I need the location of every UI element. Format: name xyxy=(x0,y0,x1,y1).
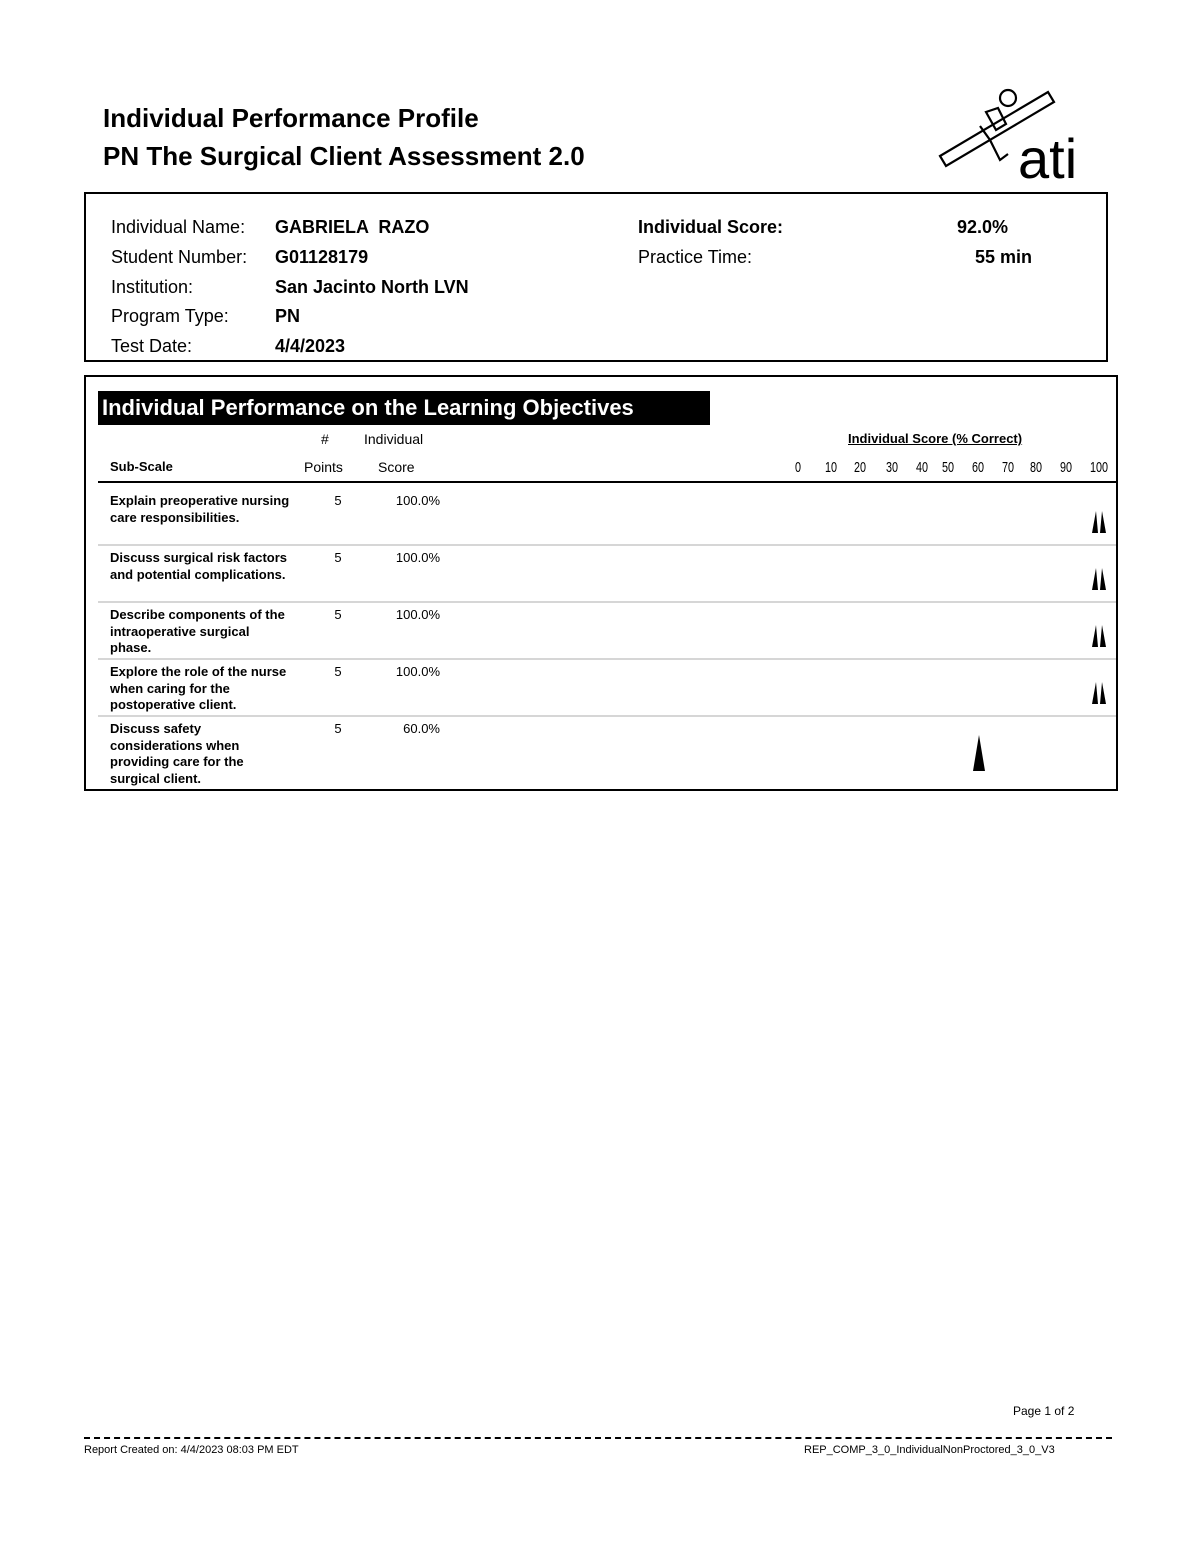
program-type-value: PN xyxy=(275,306,301,326)
scale-tick: 0 xyxy=(794,459,802,476)
objective-points: 5 xyxy=(334,607,342,622)
test-date-label: Test Date: xyxy=(111,336,193,356)
points-header: Points xyxy=(304,459,343,475)
scale-tick: 60 xyxy=(971,459,985,476)
scale-tick: 30 xyxy=(885,459,899,476)
practice-time-label: Practice Time: xyxy=(638,247,753,267)
objective-points: 5 xyxy=(334,550,342,565)
report-created: Report Created on: 4/4/2023 08:03 PM EDT xyxy=(84,1444,299,1456)
name-label: Individual Name: xyxy=(111,217,246,237)
institution-value: San Jacinto North LVN xyxy=(275,277,469,297)
objective-points: 5 xyxy=(334,493,342,508)
objective-label: Discuss safety considerations when providing care for the surgical client. xyxy=(110,721,244,786)
individual-score-value: 92.0% xyxy=(957,217,1009,237)
objective-score: 100.0% xyxy=(395,607,440,622)
page-number: Page 1 of 2 xyxy=(1013,1404,1075,1418)
practice-time-value: 55 min xyxy=(975,247,1033,267)
student-info-box xyxy=(84,192,1108,362)
objective-row xyxy=(98,717,1116,789)
objective-points: 5 xyxy=(334,721,342,736)
scale-tick: 100 xyxy=(1089,459,1109,476)
scale-tick: 50 xyxy=(941,459,955,476)
scale-title: Individual Score (% Correct) xyxy=(848,431,1023,446)
program-type-label: Program Type: xyxy=(111,306,229,326)
points-header-symbol: # xyxy=(321,431,329,447)
scale-tick: 90 xyxy=(1059,459,1073,476)
assessment-title: PN The Surgical Client Assessment 2.0 xyxy=(103,141,585,171)
objective-score: 100.0% xyxy=(395,493,440,508)
objective-label: Describe components of the intraoperative surgical phase. xyxy=(110,607,285,655)
objective-row xyxy=(98,603,1116,660)
score-marker xyxy=(1089,623,1109,649)
objective-label: Discuss surgical risk factors and potential complications. xyxy=(110,550,288,582)
institution-label: Institution: xyxy=(111,277,194,297)
objective-score: 60.0% xyxy=(403,721,440,736)
score-marker xyxy=(1089,680,1109,706)
objective-row xyxy=(98,489,1116,546)
objective-score: 100.0% xyxy=(395,550,440,565)
individual-score-label: Individual Score: xyxy=(638,217,784,237)
report-title: Individual Performance Profile xyxy=(103,103,479,133)
score-marker xyxy=(1089,566,1109,592)
ati-logo xyxy=(936,86,1106,186)
footer-divider xyxy=(84,1437,1112,1439)
name-value: GABRIELA RAZO xyxy=(275,217,430,237)
objective-row xyxy=(98,660,1116,717)
objective-row xyxy=(98,546,1116,603)
scale-tick: 20 xyxy=(853,459,867,476)
objective-score: 100.0% xyxy=(395,664,440,679)
student-number-label: Student Number: xyxy=(111,247,248,267)
score-header: Score xyxy=(378,459,415,475)
report-id: REP_COMP_3_0_IndividualNonProctored_3_0_V3 xyxy=(804,1444,1055,1456)
score-header-top: Individual xyxy=(364,431,424,447)
scale-tick: 80 xyxy=(1029,459,1043,476)
score-marker xyxy=(969,733,989,773)
scale-tick: 70 xyxy=(1001,459,1015,476)
scale-tick: 40 xyxy=(915,459,929,476)
subscale-header: Sub-Scale xyxy=(110,459,173,474)
objective-label: Explain preoperative nursing care responsibilities. xyxy=(110,493,290,525)
scale-tick: 10 xyxy=(824,459,838,476)
test-date-value: 4/4/2023 xyxy=(275,336,346,356)
student-number-value: G01128179 xyxy=(275,247,369,267)
header-rule xyxy=(98,481,1116,483)
score-marker xyxy=(1089,509,1109,535)
objective-points: 5 xyxy=(334,664,342,679)
ati-logo-text: ati xyxy=(1018,127,1078,186)
learning-objectives-section xyxy=(84,375,1118,791)
section-title: Individual Performance on the Learning Objectives xyxy=(98,391,710,425)
objective-label: Explore the role of the nurse when caring for the postoperative client. xyxy=(110,664,287,712)
